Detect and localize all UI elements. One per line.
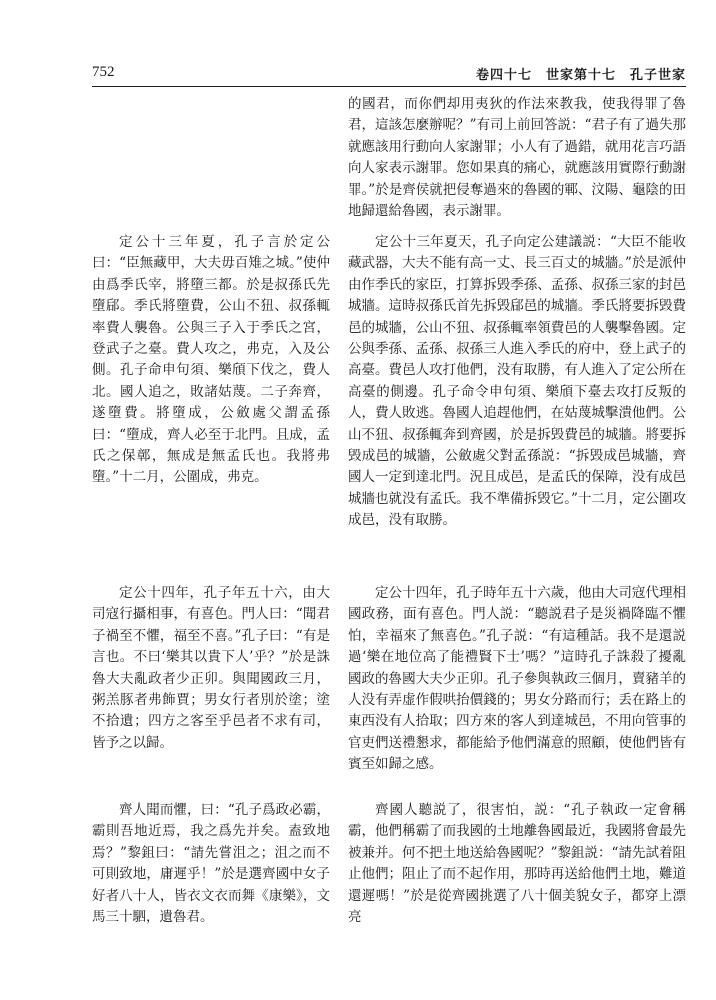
translation-paragraph: 齊國人聽説了，很害怕，説：“孔子執政一定會稱霸，他們稱霸了而我國的土地離魯國最近，我國將會最先被兼并。何不把土地送給魯國呢？”黎鉏説：“請先試着阻止他們；阻止了而不起作用，那時再送給他們土地，難道還遲嗎！”於是從齊國挑選了八十個美貌女子，都穿上漂亮 (348, 802, 686, 926)
left-column-p1 (92, 232, 330, 489)
translation-paragraph: 定公十四年，孔子時年五十六歲，他由大司寇代理相國政務，面有喜色。門人説：“聽説君子是災禍降臨不懼怕，幸福來了無喜色。”孔子説：“有這種話。我不是還説過‘樂在地位高了能禮賢下士’嗎？”這時孔子誅殺了擾亂國政的魯國大夫少正卯。孔子參與執政三個月，賣豬羊的人没有弄虚作假哄抬價錢的；男女分路而行；丢在路上的東西没有人拾取；四方來的客人到達城邑，不用向管事的官吏們送禮懇求，都能給予他們滿意的照顧，使他們皆有賓至如歸之感。 (348, 585, 686, 773)
right-column-p3 (348, 800, 686, 928)
classical-text-paragraph: 齊人聞而懼，曰：“孔子爲政必霸，霸則吾地近焉，我之爲先并矣。盍致地焉？”黎鉏曰：“請先嘗沮之；沮之而不可則致地，庸遲乎！”於是選齊國中女子好者八十人，皆衣文衣而舞《康樂》，文馬三十駟，遺魯君。 (92, 802, 330, 926)
page-header (92, 62, 686, 87)
left-column-p2 (92, 583, 330, 754)
left-column-p3 (92, 800, 330, 928)
running-title: 卷四十七 世家第十七 孔子世家 (475, 68, 686, 83)
page-number: 752 (92, 64, 115, 80)
right-column-p1 (348, 232, 686, 532)
translation-paragraph: 的國君，而你們却用夷狄的作法來教我，使我得罪了魯君，這該怎麼辦呢？”有司上前回答説：“君子有了過失那就應該用行動向人家謝罪；小人有了過錯，就用花言巧語向人家表示謝罪。您如果真的痛心，就應該用實際行動謝罪。”於是齊侯就把侵奪過來的魯國的鄆、汶陽、龜陰的田地歸還給魯國，表示謝罪。 (348, 96, 686, 220)
right-column-p0 (348, 94, 686, 222)
right-column-p2 (348, 583, 686, 776)
translation-paragraph: 定公十三年夏天，孔子向定公建議説：“大臣不能收藏武器，大夫不能有高一丈、長三百丈的城牆。”於是派仲由作季氏的家臣，打算拆毁季孫、孟孫、叔孫三家的封邑城牆。這時叔孫氏首先拆毁郈邑的城牆。季氏將要拆毁費邑的城牆，公山不狃、叔孫輒率領費邑的人襲擊魯國。定公與季孫、孟孫、叔孫三人進入季氏的府中，登上武子的高臺。費邑人攻打他們，没有取勝，有人進入了定公所在高臺的側邊。孔子命令申句須、樂頎下臺去攻打反叛的人，費人敗逃。魯國人追趕他們，在姑蔑城擊潰他們。公山不狃、叔孫輒奔到齊國，於是拆毁費邑的城牆。將要拆毁成邑的城牆，公斂處父對孟孫説：“拆毁成邑城牆，齊國人一定到達北門。況且成邑，是孟氏的保障，没有成邑城牆也就没有孟氏。我不準備拆毁它。”十二月，定公圍攻成邑，没有取勝。 (348, 234, 686, 529)
classical-text-paragraph: 定公十四年，孔子年五十六，由大司寇行攝相事，有喜色。門人曰：“聞君子禍至不懼，福至不喜。”孔子曰：“有是言也。不曰‘樂其以貴下人’乎？”於是誅魯大夫亂政者少正卯。與聞國政三月，粥羔豚者弗飾賈；男女行者別於塗；塗不拾遺；四方之客至乎邑者不求有司，皆予之以歸。 (92, 585, 330, 751)
classical-text-paragraph: 定公十三年夏，孔子言於定公曰：“臣無藏甲，大夫毋百雉之城。”使仲由爲季氏宰，將墮三都。於是叔孫氏先墮郈。季氏將墮費，公山不狃、叔孫輒率費人襲魯。公與三子入于季氏之宮，登武子之臺。費人攻之，弗克，入及公側。孔子命申句須、樂頎下伐之，費人北。國人追之，敗諸姑蔑。二子奔齊，遂墮費。將墮成，公斂處父謂孟孫曰：“墮成，齊人必至于北門。且成，孟氏之保鄣，無成是無孟氏也。我將弗墮。”十二月，公圍成，弗克。 (92, 234, 330, 486)
